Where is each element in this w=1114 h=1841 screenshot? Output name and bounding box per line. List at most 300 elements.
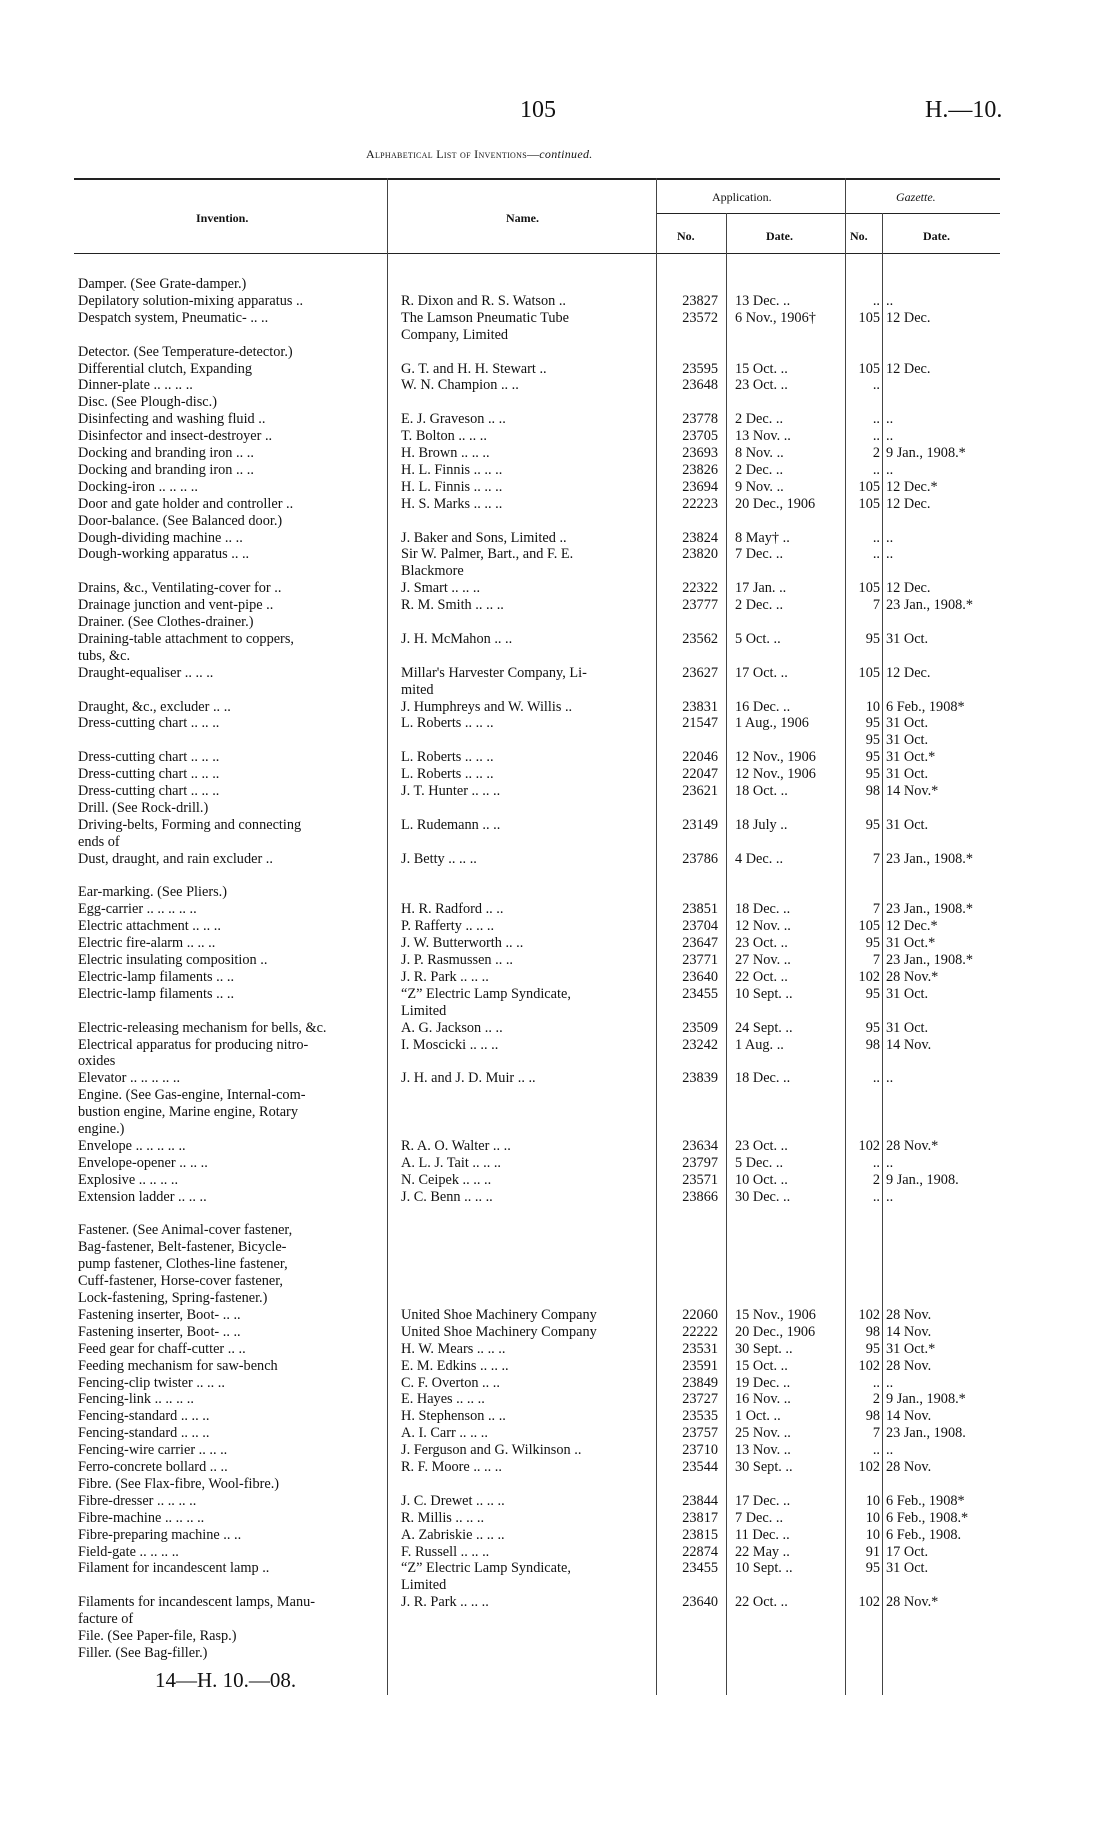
cell-app-date: 23 Oct. .. <box>735 935 788 952</box>
cell-gaz-no: 95 <box>865 749 880 766</box>
cell-gaz-no: 95 <box>865 935 880 952</box>
table-row <box>0 1290 1114 1306</box>
cell-name: Sir W. Palmer, Bart., and F. E. <box>401 546 574 563</box>
cell-invention: Electric fire-alarm .. .. .. <box>78 935 216 952</box>
cell-app-date: 5 Dec. .. <box>735 1154 784 1171</box>
cell-gaz-date: 31 Oct.* <box>886 749 936 766</box>
cell-gaz-no: 105 <box>858 309 880 326</box>
cell-name: J. Ferguson and G. Wilkinson .. <box>401 1442 582 1459</box>
table-row <box>0 1121 1114 1137</box>
table-row <box>0 1611 1114 1627</box>
cell-gaz-date: 12 Dec. <box>886 580 931 597</box>
cell-gaz-date: .. <box>886 529 894 546</box>
table-row <box>0 682 1114 698</box>
table-row <box>0 1544 1114 1560</box>
cell-name: L. Roberts .. .. .. <box>401 749 494 766</box>
cell-app-no: 23242 <box>682 1036 718 1053</box>
table-row <box>0 1628 1114 1644</box>
page-number: 105 <box>520 97 556 123</box>
table-row <box>0 344 1114 360</box>
cell-app-no: 23531 <box>682 1340 718 1357</box>
cell-app-no: 23817 <box>682 1509 718 1526</box>
cell-gaz-date: 17 Oct. <box>886 1543 929 1560</box>
table-row <box>0 293 1114 309</box>
cell-invention: Door and gate holder and controller .. <box>78 495 294 512</box>
cell-invention: Fibre-dresser .. .. .. .. <box>78 1492 197 1509</box>
col-gazette-no: No. <box>850 229 868 243</box>
cell-gaz-no: 95 <box>865 732 880 749</box>
cell-name: Limited <box>401 1002 447 1019</box>
cell-gaz-no: 102 <box>858 1357 880 1374</box>
cell-gaz-no: 98 <box>865 1323 880 1340</box>
cell-gaz-no: .. <box>872 1374 880 1391</box>
table-row <box>0 648 1114 664</box>
table-row <box>0 732 1114 748</box>
table-row <box>0 597 1114 613</box>
cell-app-no: 22046 <box>682 749 718 766</box>
cell-app-date: 27 Nov. .. <box>735 952 791 968</box>
cell-invention: Electric insulating composition .. <box>78 952 268 968</box>
cell-invention: Docking and branding iron .. .. <box>78 445 254 461</box>
cell-name: J. Smart .. .. .. <box>401 580 481 597</box>
cell-app-no: 23704 <box>682 918 718 935</box>
cell-gaz-no: 105 <box>858 478 880 495</box>
cell-gaz-date: 28 Nov.* <box>886 1137 939 1154</box>
cell-app-no: 22222 <box>682 1323 718 1340</box>
cell-gaz-date: .. <box>886 428 894 445</box>
cell-gaz-date: 28 Nov. <box>886 1306 932 1323</box>
table-row <box>0 1138 1114 1154</box>
cell-app-no: 23591 <box>682 1357 718 1374</box>
table-row <box>0 546 1114 562</box>
header-sub-rule <box>656 213 1000 214</box>
cell-app-no: 23786 <box>682 850 718 867</box>
cell-app-no: 23571 <box>682 1171 718 1188</box>
cell-app-date: 10 Sept. .. <box>735 985 793 1002</box>
cell-name: H. S. Marks .. .. .. <box>401 495 503 512</box>
cell-gaz-date: 23 Jan., 1908.* <box>886 952 973 968</box>
table-row <box>0 1375 1114 1391</box>
table-row <box>0 462 1114 478</box>
cell-gaz-no: 102 <box>858 1306 880 1323</box>
col-application: Application. <box>712 190 772 204</box>
cell-app-no: 23820 <box>682 546 718 563</box>
cell-gaz-date: 6 Feb., 1908* <box>886 1492 965 1509</box>
cell-invention: Dust, draught, and rain excluder .. <box>78 850 273 867</box>
cell-name: H. Brown .. .. .. <box>401 445 490 461</box>
table-row <box>0 1189 1114 1205</box>
cell-gaz-date: .. <box>886 292 894 309</box>
cell-app-no: 23694 <box>682 478 718 495</box>
table-row <box>0 1341 1114 1357</box>
cell-app-no: 23831 <box>682 698 718 715</box>
table-row <box>0 580 1114 596</box>
cell-invention: Feed gear for chaff-cutter .. .. <box>78 1340 246 1357</box>
cell-gaz-date: 28 Nov. <box>886 1357 932 1374</box>
cell-name: N. Ceipek .. .. .. <box>401 1171 492 1188</box>
cell-gaz-date: 14 Nov. <box>886 1323 932 1340</box>
table-row <box>0 631 1114 647</box>
cell-app-date: 17 Jan. .. <box>735 580 787 597</box>
cell-invention: Electric attachment .. .. .. <box>78 918 221 935</box>
table-row <box>0 851 1114 867</box>
cell-invention: File. (See Paper-file, Rasp.) <box>78 1628 237 1644</box>
cell-app-no: 23827 <box>682 292 718 309</box>
table-row <box>0 1442 1114 1458</box>
cell-app-no: 23826 <box>682 461 718 478</box>
cell-invention: bustion engine, Marine engine, Rotary <box>78 1104 298 1121</box>
cell-invention: Ear-marking. (See Pliers.) <box>78 884 227 901</box>
cell-gaz-no: .. <box>872 1070 880 1087</box>
cell-gaz-date: 31 Oct. <box>886 1560 929 1577</box>
table-row <box>0 479 1114 495</box>
cell-name: F. Russell .. .. .. <box>401 1543 490 1560</box>
cell-invention: Drains, &c., Ventilating-cover for .. <box>78 580 282 597</box>
cell-app-no: 23634 <box>682 1137 718 1154</box>
cell-app-no: 23710 <box>682 1442 718 1459</box>
cell-invention: Disc. (See Plough-disc.) <box>78 394 217 411</box>
cell-app-date: 6 Nov., 1906† <box>735 309 816 326</box>
col-app-no: No. <box>677 229 695 243</box>
cell-app-no: 23455 <box>682 1560 718 1577</box>
table-row <box>0 1527 1114 1543</box>
cell-invention: Filler. (See Bag-filler.) <box>78 1644 208 1661</box>
table-row <box>0 1476 1114 1492</box>
cell-invention: pump fastener, Clothes-line fastener, <box>78 1256 288 1273</box>
cell-app-date: 2 Dec. .. <box>735 411 784 428</box>
table-row <box>0 783 1114 799</box>
cell-invention: Fibre-preparing machine .. .. <box>78 1526 242 1543</box>
cell-gaz-date: 23 Jan., 1908.* <box>886 901 973 918</box>
cell-invention: tubs, &c. <box>78 647 131 664</box>
col-name: Name. <box>506 211 539 225</box>
table-row <box>0 1408 1114 1424</box>
doc-ref: H.—10. <box>925 97 1003 123</box>
cell-name: J. Baker and Sons, Limited .. <box>401 529 567 546</box>
cell-gaz-no: 95 <box>865 766 880 783</box>
table-row <box>0 868 1114 884</box>
cell-app-no: 21547 <box>682 715 718 732</box>
cell-gaz-no: .. <box>872 1442 880 1459</box>
cell-name: Millar's Harvester Company, Li- <box>401 664 587 681</box>
cell-gaz-no: 10 <box>865 1526 880 1543</box>
cell-gaz-no: .. <box>872 529 880 546</box>
cell-app-no: 23647 <box>682 935 718 952</box>
cell-gaz-date: 14 Nov. <box>886 1408 932 1425</box>
cell-gaz-no: 10 <box>865 698 880 715</box>
table-row <box>0 1273 1114 1289</box>
cell-gaz-no: 95 <box>865 630 880 647</box>
cell-app-date: 11 Dec. .. <box>735 1526 790 1543</box>
table-row <box>0 1206 1114 1222</box>
cell-gaz-no: 7 <box>872 597 880 614</box>
footer-signature: 14—H. 10.—08. <box>155 1668 297 1692</box>
cell-gaz-no: .. <box>872 377 880 394</box>
cell-gaz-no: 105 <box>858 918 880 935</box>
cell-app-no: 22060 <box>682 1306 718 1323</box>
cell-app-date: 10 Sept. .. <box>735 1560 793 1577</box>
cell-name: L. Roberts .. .. .. <box>401 766 494 783</box>
table-row <box>0 749 1114 765</box>
cell-app-date: 13 Nov. .. <box>735 1442 791 1459</box>
table-row <box>0 1493 1114 1509</box>
table-row <box>0 310 1114 326</box>
table-row <box>0 1324 1114 1340</box>
cell-name: A. Zabriskie .. .. .. <box>401 1526 505 1543</box>
cell-invention: Fastening inserter, Boot- .. .. <box>78 1306 241 1323</box>
table-row <box>0 411 1114 427</box>
table-row <box>0 563 1114 579</box>
table-row <box>0 394 1114 410</box>
table-row <box>0 766 1114 782</box>
table-row <box>0 1020 1114 1036</box>
cell-name: J. W. Butterworth .. .. <box>401 935 524 952</box>
table-row <box>0 1155 1114 1171</box>
cell-gaz-date: 12 Dec.* <box>886 918 938 935</box>
cell-name: R. Millis .. .. .. <box>401 1509 485 1526</box>
cell-app-date: 23 Oct. .. <box>735 1137 788 1154</box>
cell-gaz-date: 31 Oct. <box>886 715 929 732</box>
cell-app-no: 23851 <box>682 901 718 918</box>
table-row <box>0 1003 1114 1019</box>
cell-gaz-date: 12 Dec. <box>886 309 931 326</box>
table-row <box>0 1070 1114 1086</box>
cell-invention: Depilatory solution-mixing apparatus .. <box>78 292 304 309</box>
cell-gaz-no: 95 <box>865 985 880 1002</box>
table-row <box>0 530 1114 546</box>
cell-invention: Fencing-wire carrier .. .. .. <box>78 1442 228 1459</box>
cell-app-date: 1 Aug., 1906 <box>735 715 809 732</box>
cell-name: mited <box>401 681 434 698</box>
cell-app-date: 8 May† .. <box>735 529 790 546</box>
cell-app-no: 23727 <box>682 1391 718 1408</box>
cell-gaz-date: .. <box>886 411 894 428</box>
cell-app-date: 30 Dec. .. <box>735 1188 791 1205</box>
cell-gaz-date: 31 Oct. <box>886 766 929 783</box>
cell-gaz-no: .. <box>872 1154 880 1171</box>
cell-invention: Egg-carrier .. .. .. .. .. <box>78 901 197 918</box>
table-row <box>0 1459 1114 1475</box>
cell-gaz-no: .. <box>872 1188 880 1205</box>
cell-invention: Engine. (See Gas-engine, Internal-com- <box>78 1087 306 1104</box>
cell-gaz-no: 2 <box>872 445 880 461</box>
cell-app-date: 23 Oct. .. <box>735 377 788 394</box>
cell-gaz-date: 9 Jan., 1908.* <box>886 445 966 461</box>
cell-app-date: 25 Nov. .. <box>735 1425 791 1442</box>
cell-invention: Bag-fastener, Belt-fastener, Bicycle- <box>78 1239 287 1256</box>
cell-gaz-no: 2 <box>872 1171 880 1188</box>
cell-name: G. T. and H. H. Stewart .. <box>401 360 547 377</box>
table-row <box>0 817 1114 833</box>
cell-app-date: 1 Oct. .. <box>735 1408 781 1425</box>
table-row <box>0 1256 1114 1272</box>
cell-gaz-no: 95 <box>865 1560 880 1577</box>
cell-app-date: 22 Oct. .. <box>735 1594 788 1611</box>
cell-app-no: 23562 <box>682 630 718 647</box>
cell-app-date: 17 Dec. .. <box>735 1492 791 1509</box>
cell-invention: Despatch system, Pneumatic- .. .. <box>78 309 269 326</box>
cell-invention: oxides <box>78 1053 116 1070</box>
table-row <box>0 1087 1114 1103</box>
cell-invention: Electric-releasing mechanism for bells, &c. <box>78 1019 327 1036</box>
cell-name: T. Bolton .. .. .. <box>401 428 487 445</box>
cell-app-no: 22874 <box>682 1543 718 1560</box>
cell-gaz-no: 95 <box>865 1019 880 1036</box>
table-row <box>0 1594 1114 1610</box>
table-row <box>0 428 1114 444</box>
table-row <box>0 935 1114 951</box>
cell-gaz-no: 2 <box>872 1391 880 1408</box>
cell-app-date: 30 Sept. .. <box>735 1340 793 1357</box>
cell-app-no: 23648 <box>682 377 718 394</box>
cell-app-no: 23771 <box>682 952 718 968</box>
cell-app-date: 18 Oct. .. <box>735 783 788 799</box>
cell-gaz-date: 23 Jan., 1908.* <box>886 850 973 867</box>
cell-gaz-date: 28 Nov. <box>886 1459 932 1475</box>
cell-gaz-no: 105 <box>858 580 880 597</box>
cell-invention: Field-gate .. .. .. .. <box>78 1543 179 1560</box>
cell-gaz-no: 102 <box>858 968 880 985</box>
cell-invention: Elevator .. .. .. .. .. <box>78 1070 181 1087</box>
cell-name: E. M. Edkins .. .. .. <box>401 1357 509 1374</box>
cell-gaz-date: .. <box>886 1374 894 1391</box>
cell-app-date: 30 Sept. .. <box>735 1459 793 1475</box>
cell-app-date: 4 Dec. .. <box>735 850 784 867</box>
table-row <box>0 1425 1114 1441</box>
cell-name: L. Roberts .. .. .. <box>401 715 494 732</box>
cell-invention: Filament for incandescent lamp .. <box>78 1560 270 1577</box>
cell-invention: Dough-dividing machine .. .. <box>78 529 243 546</box>
cell-app-no: 23866 <box>682 1188 718 1205</box>
cell-name: C. F. Overton .. .. <box>401 1374 500 1391</box>
cell-app-date: 22 May .. <box>735 1543 790 1560</box>
cell-gaz-no: 95 <box>865 816 880 833</box>
cell-app-no: 23535 <box>682 1408 718 1425</box>
cell-name: J. C. Drewet .. .. .. <box>401 1492 505 1509</box>
col-invention: Invention. <box>196 211 249 225</box>
cell-gaz-date: 12 Dec. <box>886 360 931 377</box>
cell-app-no: 23778 <box>682 411 718 428</box>
cell-name: J. C. Benn .. .. .. <box>401 1188 493 1205</box>
cell-invention: Drill. (See Rock-drill.) <box>78 799 209 816</box>
table-row <box>0 1358 1114 1374</box>
cell-app-no: 23640 <box>682 1594 718 1611</box>
cell-invention: Draught-equaliser .. .. .. <box>78 664 214 681</box>
cell-name: J. H. McMahon .. .. <box>401 630 513 647</box>
cell-app-date: 20 Dec., 1906 <box>735 1323 816 1340</box>
cell-app-date: 15 Oct. .. <box>735 360 788 377</box>
cell-gaz-date: .. <box>886 461 894 478</box>
cell-app-date: 8 Nov. .. <box>735 445 784 461</box>
cell-app-no: 23797 <box>682 1154 718 1171</box>
cell-invention: Docking and branding iron .. .. <box>78 461 254 478</box>
cell-gaz-no: 105 <box>858 495 880 512</box>
cell-app-date: 12 Nov., 1906 <box>735 766 816 783</box>
cell-gaz-date: 31 Oct. <box>886 1019 929 1036</box>
cell-name: R. M. Smith .. .. .. <box>401 597 504 614</box>
cell-invention: Drainage junction and vent-pipe .. <box>78 597 274 614</box>
cell-name: W. N. Champion .. .. <box>401 377 519 394</box>
table-row <box>0 969 1114 985</box>
cell-invention: Draining-table attachment to coppers, <box>78 630 294 647</box>
cell-gaz-date: 31 Oct. <box>886 816 929 833</box>
cell-invention: Disinfector and insect-destroyer .. <box>78 428 273 445</box>
cell-name: R. Dixon and R. S. Watson .. <box>401 292 566 309</box>
cell-invention: Dress-cutting chart .. .. .. <box>78 749 220 766</box>
cell-gaz-no: 95 <box>865 715 880 732</box>
cell-gaz-date: 31 Oct. <box>886 630 929 647</box>
cell-app-no: 23757 <box>682 1425 718 1442</box>
cell-invention: Fencing-standard .. .. .. <box>78 1425 210 1442</box>
cell-name: H. L. Finnis .. .. .. <box>401 461 503 478</box>
cell-gaz-no: 102 <box>858 1137 880 1154</box>
cell-name: “Z” Electric Lamp Syndicate, <box>401 985 571 1002</box>
list-title-main: Alphabetical List of Inventions— <box>366 147 540 161</box>
cell-invention: Fibre-machine .. .. .. .. <box>78 1509 205 1526</box>
cell-app-date: 5 Oct. .. <box>735 630 781 647</box>
cell-app-no: 23627 <box>682 664 718 681</box>
cell-name: H. W. Mears .. .. .. <box>401 1340 506 1357</box>
cell-gaz-date: .. <box>886 546 894 563</box>
cell-name: United Shoe Machinery Company <box>401 1306 597 1323</box>
table-row <box>0 1510 1114 1526</box>
cell-app-no: 23824 <box>682 529 718 546</box>
col-app-date: Date. <box>766 229 793 243</box>
cell-name: J. Betty .. .. .. <box>401 850 477 867</box>
cell-gaz-no: .. <box>872 292 880 309</box>
cell-app-no: 22322 <box>682 580 718 597</box>
cell-gaz-no: 7 <box>872 901 880 918</box>
cell-app-date: 20 Dec., 1906 <box>735 495 816 512</box>
cell-app-date: 19 Dec. .. <box>735 1374 791 1391</box>
cell-gaz-no: 105 <box>858 360 880 377</box>
table-row <box>0 1391 1114 1407</box>
cell-invention: Lock-fastening, Spring-fastener.) <box>78 1290 268 1306</box>
cell-gaz-no: 98 <box>865 1036 880 1053</box>
cell-invention: Drainer. (See Clothes-drainer.) <box>78 614 254 630</box>
cell-invention: Feeding mechanism for saw-bench <box>78 1357 278 1374</box>
cell-gaz-date: 31 Oct. <box>886 985 929 1002</box>
table-row <box>0 614 1114 630</box>
cell-name: I. Moscicki .. .. .. <box>401 1036 499 1053</box>
cell-invention: Electric-lamp filaments .. .. <box>78 985 235 1002</box>
cell-app-no: 23839 <box>682 1070 718 1087</box>
cell-invention: Disinfecting and washing fluid .. <box>78 411 266 428</box>
cell-gaz-date: 23 Jan., 1908. <box>886 1425 966 1442</box>
cell-gaz-no: 10 <box>865 1492 880 1509</box>
cell-invention: Fencing-clip twister .. .. .. <box>78 1374 225 1391</box>
cell-invention: Ferro-concrete bollard .. .. <box>78 1459 228 1475</box>
cell-invention: Envelope .. .. .. .. .. <box>78 1137 186 1154</box>
cell-gaz-no: 98 <box>865 1408 880 1425</box>
table-row <box>0 1037 1114 1053</box>
cell-gaz-date: 31 Oct.* <box>886 1340 936 1357</box>
cell-app-no: 23640 <box>682 968 718 985</box>
cell-app-no: 23705 <box>682 428 718 445</box>
cell-gaz-date: 12 Dec. <box>886 495 931 512</box>
cell-app-no: 23777 <box>682 597 718 614</box>
cell-name: “Z” Electric Lamp Syndicate, <box>401 1560 571 1577</box>
table-row <box>0 918 1114 934</box>
cell-app-date: 15 Oct. .. <box>735 1357 788 1374</box>
cell-app-date: 16 Dec. .. <box>735 698 791 715</box>
list-title-cont: continued. <box>539 147 593 161</box>
table-row <box>0 901 1114 917</box>
table-row <box>0 800 1114 816</box>
table-row <box>0 1222 1114 1238</box>
cell-app-date: 18 Dec. .. <box>735 1070 791 1087</box>
cell-name: P. Rafferty .. .. .. <box>401 918 495 935</box>
